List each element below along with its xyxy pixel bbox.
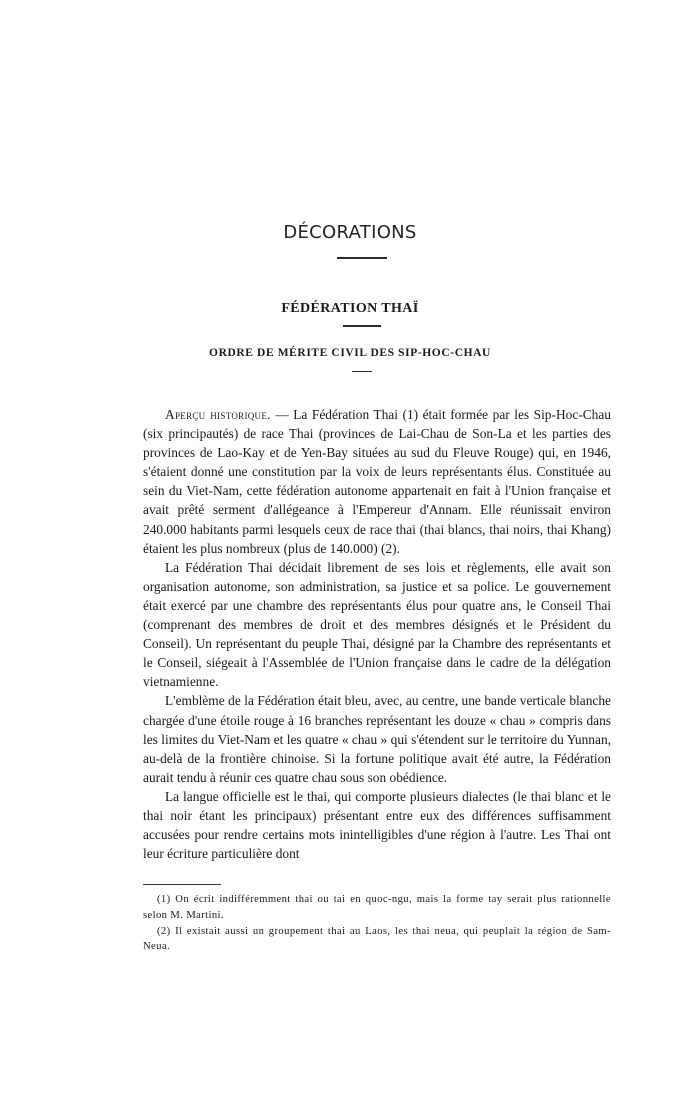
paragraph-1: [143, 405, 611, 558]
body-text: [143, 405, 611, 863]
subsection-rule: [352, 371, 372, 372]
paragraph-4: La langue officielle est le thai, qui comporte plusieurs dialectes (le thai blanc et le thai noir étant les principaux) présentant entre eux des différences suffisamment accusées pour rendre certains mots inintelligibles d'une région à l'autre. Les Thai ont leur écriture particulière dont: [143, 788, 611, 862]
title-rule: [337, 257, 387, 259]
subsection-heading: ORDRE DE MÉRITE CIVIL DES SIP-HOC-CHAU: [209, 347, 491, 359]
footnotes: [143, 892, 611, 955]
paragraph-2: La Fédération Thai décidait librement de ses lois et règlements, elle avait son organisation autonome, son administration, sa justice et sa police. Le gouvernement était exercé par une chambre des représentants élus pour quatre ans, le Conseil Thai (comprenant des membres de droit et des membres désignés et le Président du Conseil). Un représentant du peuple Thai, désigné par la Chambre des représentants et le Conseil, siégeait à l'Assemblée de l'Union française dans le cadre de la délégation vietnamienne.: [143, 559, 611, 690]
paragraph-label: Aperçu historique.: [165, 407, 271, 422]
section-heading: FÉDÉRATION THAÏ: [281, 301, 419, 316]
footnote-1: (1) On écrit indifféremment thai ou tai en quoc-ngu, mais la forme tay serait plus rationnelle selon M. Martini.: [143, 894, 611, 921]
footnote-rule: [143, 884, 221, 885]
paragraph-3: L'emblème de la Fédération était bleu, avec, au centre, une bande verticale blanche chargée d'une étoile rouge à 16 branches représentant les douze « chau » compris dans les limites du Viet-Nam et les quatre « chau » qui s'étendent sur le territoire du Yunnan, au-delà de la frontière chinoise. Si la fortune politique avait été autre, la Fédération aurait tendu à réunir ces quatre chau sous son obédience.: [143, 693, 611, 785]
page-title: DÉCORATIONS: [283, 222, 417, 243]
paragraph-1-text: — La Fédération Thai (1) était formée par les Sip-Hoc-Chau (six principautés) de race Thai (provinces de Lai-Chau de Son-La et les parties des provinces de Lao-Kay et de Yen-Bay situées au sud du Fleuve Rouge) qui, en 1946, s'étaient donné une constitution par la voix de leurs représentants élus. Constituée au sein du Viet-Nam, cette fédération autonome appartenait en fait à l'Union française et avait prêté serment d'allégeance à l'Empereur d'Annam. Elle réunissait environ 240.000 habitants parmi lesquels ceux de race thai (thai blancs, thai noirs, thai Khang) étaient les plus nombreux (plus de 140.000) (2).: [143, 407, 612, 556]
subtitle-rule: [343, 325, 381, 327]
footnote-2: (2) Il existait aussi un groupement thai au Laos, les thai neua, qui peuplait la région de Sam-Neua.: [143, 925, 611, 953]
